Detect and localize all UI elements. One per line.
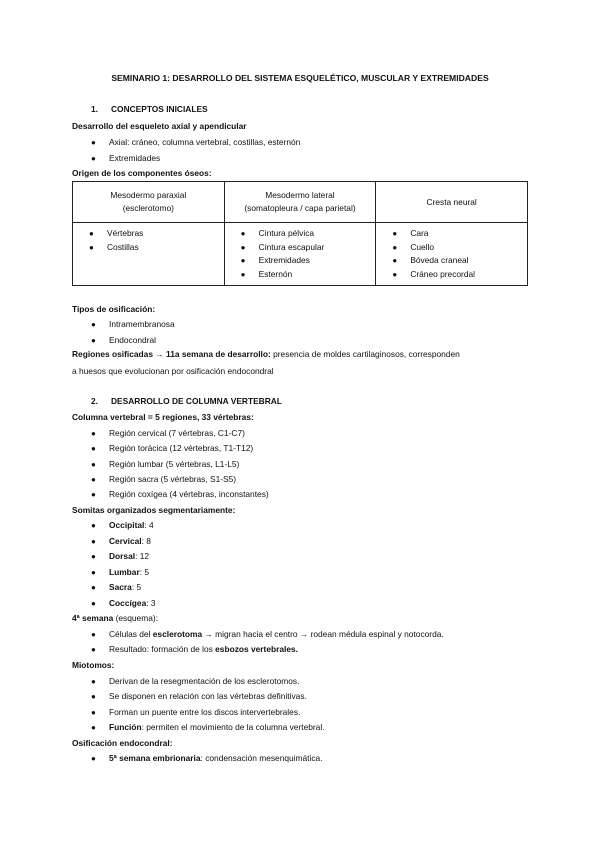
bullet-icon: ● bbox=[91, 154, 96, 163]
list-item: ● Axial: cráneo, columna vertebral, costillas, esternón bbox=[91, 137, 301, 147]
list-item: ● Células del esclerotoma → migran hacia el centro → rodean médula espinal y notocorda. bbox=[91, 629, 444, 639]
list-item: ● Región lumbar (5 vértebras, L1-L5) bbox=[91, 459, 240, 469]
subheading: Somitas organizados segmentariamente: bbox=[72, 505, 236, 515]
table-cell bbox=[376, 223, 528, 286]
list-item: ● Cráneo precordal bbox=[392, 269, 476, 280]
table-header-cell: Mesodermo paraxial (esclerotomo) bbox=[73, 182, 225, 223]
list-item: ● Se disponen en relación con las vértebras definitivas. bbox=[91, 691, 307, 701]
list-item: ● Función: permiten el movimiento de la columna vertebral. bbox=[91, 722, 325, 732]
list-item: ● Región sacra (5 vértebras, S1-S5) bbox=[91, 474, 237, 484]
bone-origin-table bbox=[72, 181, 528, 286]
section-heading-2 bbox=[91, 396, 282, 406]
list-item: ● Región torácica (12 vértebras, T1-T12) bbox=[91, 443, 254, 453]
list-item: ● Endocondral bbox=[91, 335, 157, 345]
paragraph: Regiones osificadas → 11a semana de desarrollo: presencia de moldes cartilaginosos, corresponden a huesos que evolucionan por osificación endocondral bbox=[72, 349, 460, 376]
list-item: ● Región coxígea (4 vértebras, inconstantes) bbox=[91, 489, 269, 499]
subheading: Miotomos: bbox=[72, 660, 115, 670]
section-title: CONCEPTOS INICIALES bbox=[111, 104, 208, 114]
list-item: ● Forman un puente entre los discos intervertebrales. bbox=[91, 707, 301, 717]
list-item: ● Extremidades bbox=[240, 255, 310, 266]
section-number: 2. bbox=[91, 396, 98, 406]
subheading: Origen de los componentes óseos: bbox=[72, 168, 212, 178]
list-item: ● Cervical: 8 bbox=[91, 536, 151, 546]
list-item: ● Esternón bbox=[240, 269, 293, 280]
section-title: DESARROLLO DE COLUMNA VERTEBRAL bbox=[111, 396, 282, 406]
bullet-icon: ● bbox=[91, 138, 96, 147]
subheading: 4ª semana (esquema): bbox=[72, 613, 158, 623]
subheading: Osificación endocondral: bbox=[72, 738, 173, 748]
bullet-icon: ● bbox=[91, 336, 96, 345]
table-row bbox=[73, 223, 528, 286]
table-cell bbox=[73, 223, 225, 286]
list-item: ● Cara bbox=[392, 228, 429, 238]
table-cell bbox=[224, 223, 376, 286]
list-item: ● Derivan de la resegmentación de los esclerotomos. bbox=[91, 676, 300, 686]
list-item: ● Resultado: formación de los esbozos vertebrales. bbox=[91, 644, 298, 654]
section-heading-1 bbox=[91, 104, 208, 114]
list-item: ● Occipital: 4 bbox=[91, 520, 154, 530]
list-item: ● Vértebras bbox=[89, 228, 144, 238]
table-header-cell: Mesodermo lateral (somatopleura / capa parietal) bbox=[224, 182, 376, 223]
list-item: ● Intramembranosa bbox=[91, 319, 175, 329]
table-header-row bbox=[73, 182, 528, 223]
list-item: ● Lumbar: 5 bbox=[91, 567, 150, 577]
subheading: Tipos de osificación: bbox=[72, 304, 156, 314]
list-item: ● Sacra: 5 bbox=[91, 582, 142, 592]
subheading: Columna vertebral = 5 regiones, 33 vértebras: bbox=[72, 412, 254, 422]
list-item: ● Bóveda craneal bbox=[392, 255, 469, 266]
list-item: ● Cuello bbox=[392, 241, 435, 252]
table-header-cell: Cresta neural bbox=[376, 182, 528, 223]
list-item: ● Región cervical (7 vértebras, C1-C7) bbox=[91, 428, 245, 438]
page-title: SEMINARIO 1: DESARROLLO DEL SISTEMA ESQUELÉTICO, MUSCULAR Y EXTREMIDADES bbox=[111, 73, 489, 83]
section-number: 1. bbox=[91, 104, 98, 114]
list-item: ● Dorsal: 12 bbox=[91, 551, 150, 561]
list-item: ● 5ª semana embrionaria: condensación mesenquimática. bbox=[91, 753, 323, 763]
bullet-icon: ● bbox=[91, 320, 96, 329]
list-item: ● Cintura pélvica bbox=[240, 228, 315, 238]
subheading: Desarrollo del esqueleto axial y apendicular bbox=[72, 121, 247, 131]
list-item: ● Cintura escapular bbox=[240, 241, 325, 252]
list-item: ● Coccígea: 3 bbox=[91, 598, 156, 608]
list-item: ● Costillas bbox=[89, 241, 139, 252]
list-item: ● Extremidades bbox=[91, 153, 161, 163]
